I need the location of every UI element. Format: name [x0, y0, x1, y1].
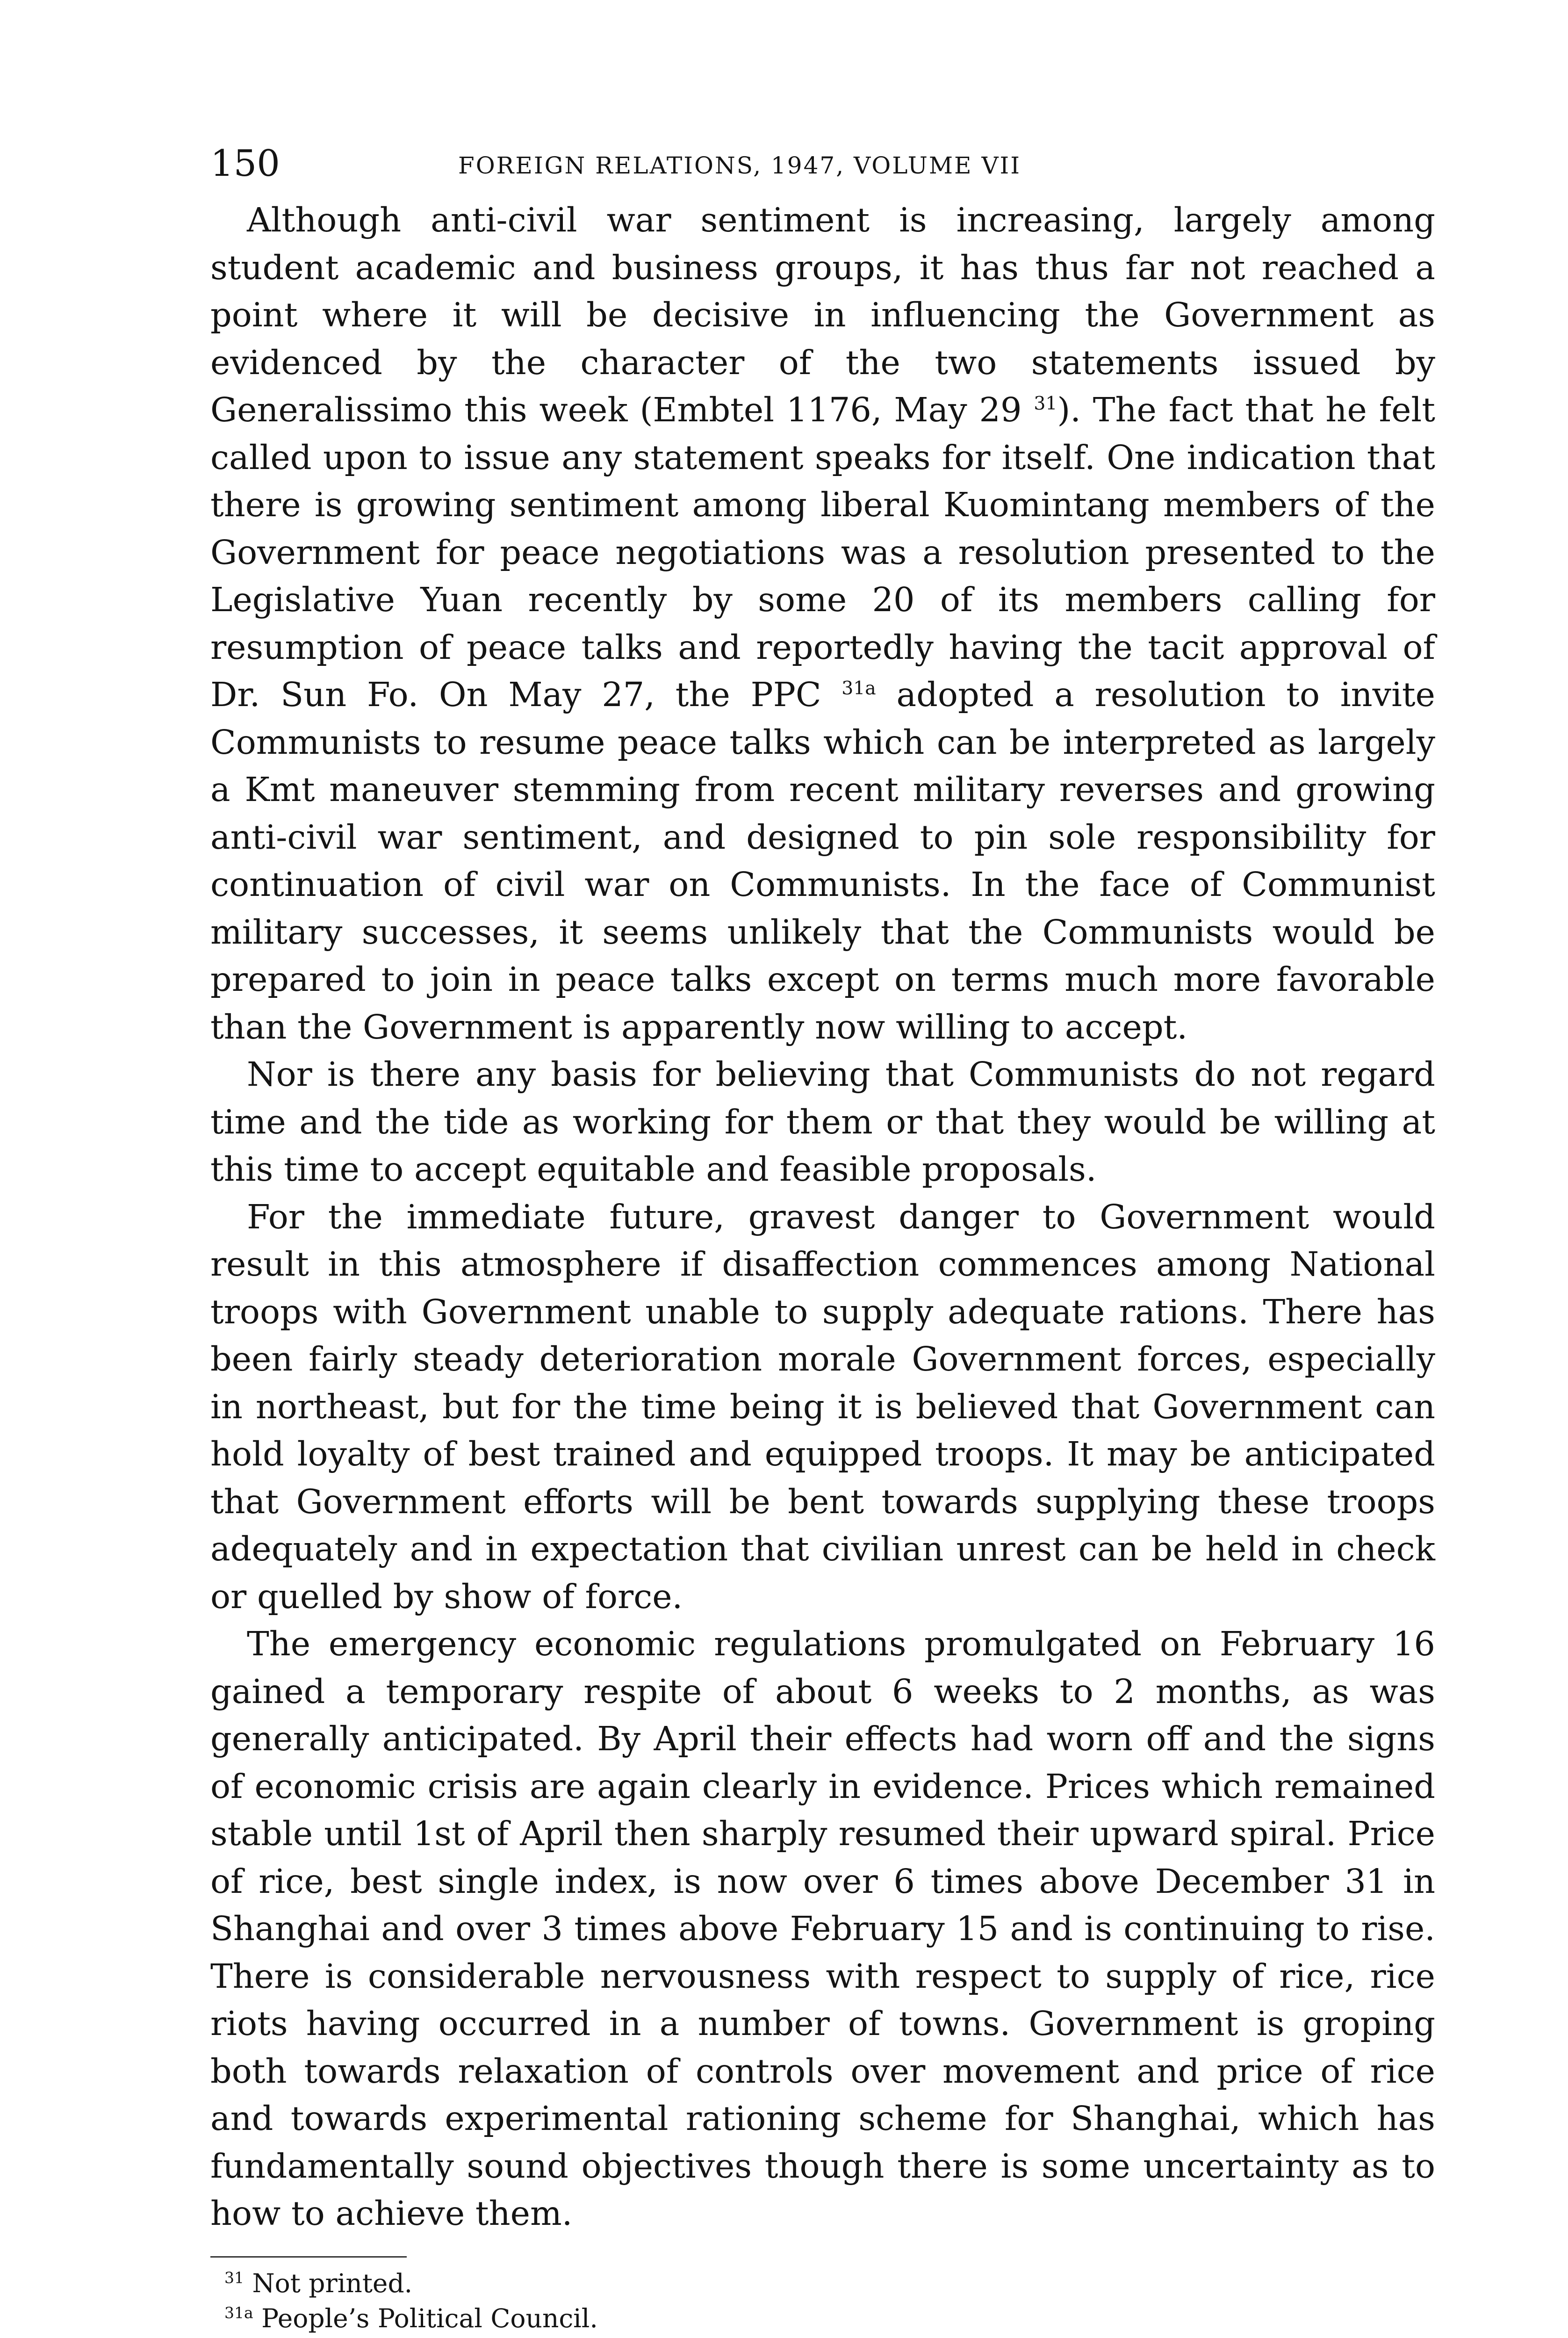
paragraph-1 [210, 196, 1435, 1051]
footnote-31a [210, 2301, 1435, 2336]
page-header [210, 140, 1435, 196]
footnote-ref-31a: 31a [842, 678, 876, 700]
paragraph-4: The emergency economic regulations promulgated on February 16 gained a temporary respite of about 6 weeks to 2 months, as was generally anticipated. By April their effects had worn off and the signs of economic crisis are again clearly in evidence. Prices which remained stable until 1st of April then sharply resumed their upward spiral. Price of rice, best single index, is now over 6 times above December 31 in Shanghai and over 3 times above February 15 and is continuing to rise. There is considerable nervousness with respect to supply of rice, rice riots having occurred in a number of towns. Government is groping both towards relaxation of controls over movement and price of rice and towards experimental rationing scheme for Shanghai, which has fundamentally sound objectives though there is some uncertainty as to how to achieve them. [210, 1624, 1435, 2233]
footnote-31 [210, 2266, 1435, 2301]
running-title: FOREIGN RELATIONS, 1947, VOLUME VII [458, 152, 1021, 179]
paragraph-1-text-b: ). The fact that he felt called upon to issue any statement speaks for itself. One indication that there is growing sentiment among liberal Kuomintang members of the Government for peace negotiations was a resolution presented to the Legislative Yuan recently by some 20 of its members calling for resumption of peace talks and reportedly having the tacit approval of Dr. Sun Fo. On May 27, the PPC [210, 390, 1435, 714]
footnote-31a-text: People’s Political Council. [261, 2303, 598, 2333]
paragraph-2: Nor is there any basis for believing that Communists do not regard time and the tide as working for them or that they would be willing at this time to accept equitable and feasible proposals. [210, 1055, 1435, 1189]
paragraph-1-text-a: Although anti-civil war sentiment is increasing, largely among student academic and business groups, it has thus far not reached a point where it will be decisive in influencing the Government as evidenced by the character of the two statements issued by Generalissimo this week (Embtel 1176, May 29 [210, 201, 1435, 429]
footnote-31-text: Not printed. [252, 2268, 413, 2298]
footnotes [210, 2266, 1435, 2336]
paragraph-1-text-c: adopted a resolution to invite Communists to resume peace talks which can be interpreted as largely a Kmt maneuver stemming from recent military reverses and growing anti-civil war sentiment, and designed to pin sole responsibility for continuation of civil war on Communists. In the face of Communist military successes, it seems unlikely that the Communists would be prepared to join in peace talks except on terms much more favorable than the Government is apparently now willing to accept. [210, 675, 1435, 1046]
footnote-divider [210, 2256, 407, 2258]
footnote-31-mark: 31 [224, 2268, 244, 2287]
footnote-ref-31: 31 [1034, 393, 1057, 415]
footnote-31a-mark: 31a [224, 2303, 253, 2322]
page-number: 150 [210, 143, 280, 185]
body-text [210, 196, 1435, 2237]
document-page [210, 140, 1435, 2336]
paragraph-3: For the immediate future, gravest danger to Government would result in this atmosphere if disaffection commences among National troops with Government unable to supply adequate rations. There has been fairly steady deterioration morale Government forces, especially in northeast, but for the time being it is believed that Government can hold loyalty of best trained and equipped troops. It may be anticipated that Government efforts will be bent towards supplying these troops adequately and in expectation that civilian unrest can be held in check or quelled by show of force. [210, 1197, 1435, 1616]
